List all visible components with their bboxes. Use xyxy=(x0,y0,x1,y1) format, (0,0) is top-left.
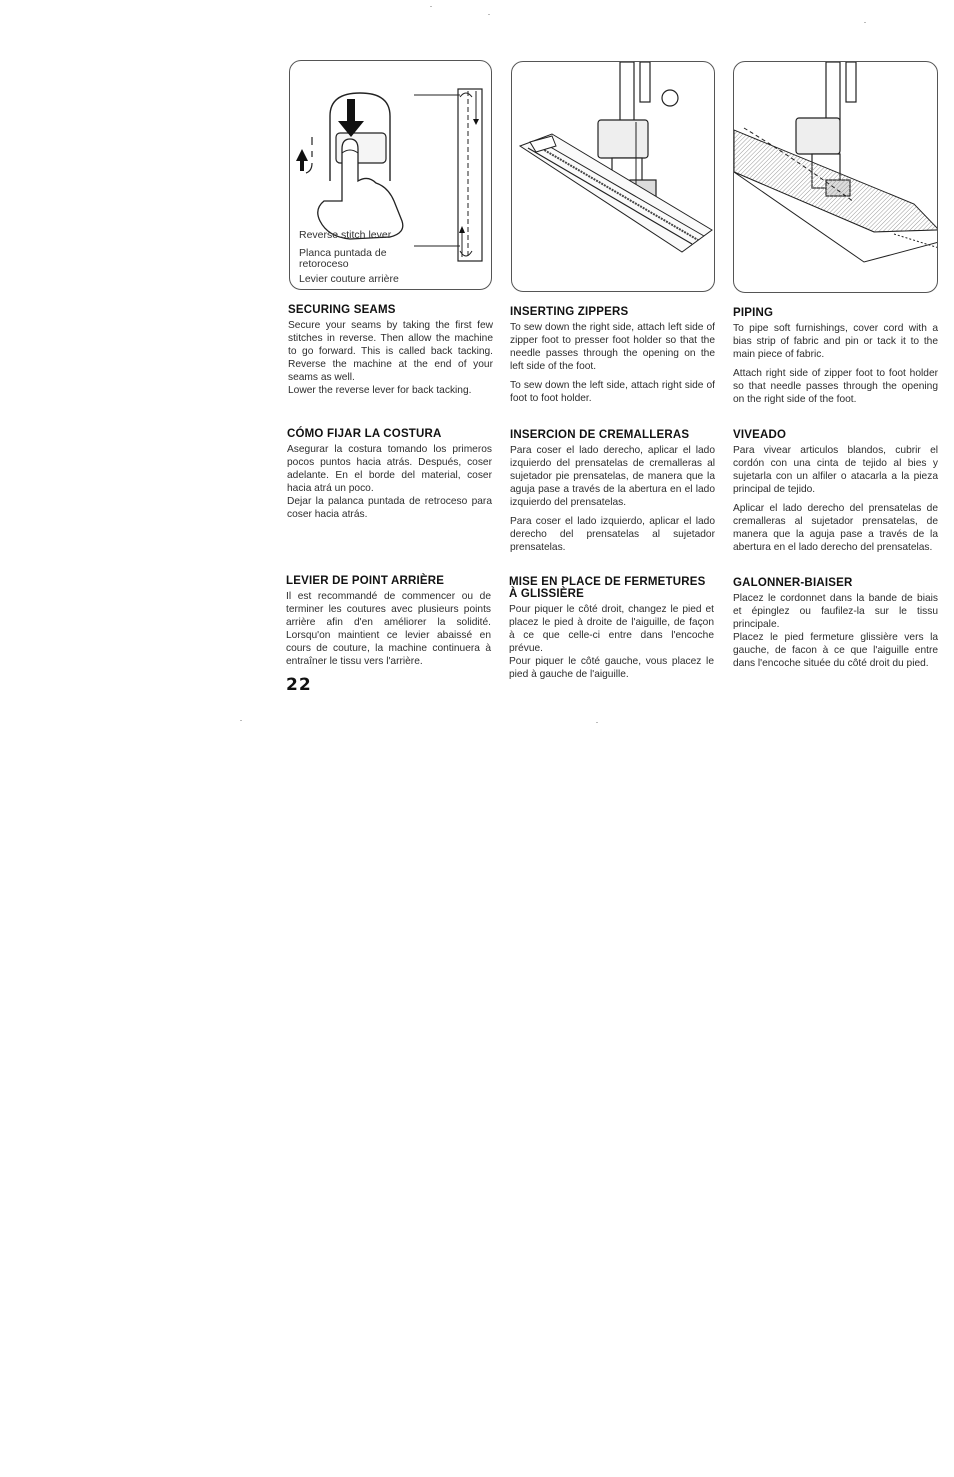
section-mise-en-place xyxy=(509,576,714,686)
heading-piping: PIPING xyxy=(733,307,774,319)
para-inserting-zippers-2: To sew down the left side, attach right side of foot to foot holder. xyxy=(510,380,715,404)
section-levier xyxy=(286,575,491,673)
piping-illustration xyxy=(734,62,938,293)
section-viveado xyxy=(733,429,938,559)
para-galonner-2: Placez le pied fermeture glissière vers la gauche, de facon à ce que l'aiguille entre dans l'encoche située du côté droit du pied. xyxy=(733,632,938,669)
para-piping-2: Attach right side of zipper foot to foot holder so that needle passes through the opening on the right side of the foot. xyxy=(733,368,938,405)
scan-speck xyxy=(488,14,490,15)
reverse-lever-figure xyxy=(289,60,492,290)
zipper-foot-illustration xyxy=(512,62,715,292)
para-viveado-1: Para vivear articulos blandos, cubrir el cordón con una cinta de tejido al bies y sujetarla con un alfiler o atacarla a la pieza principal de tejido. xyxy=(733,445,938,495)
heading-mise-en-place: MISE EN PLACE DE FERMETURES À GLISSIÈRE xyxy=(509,576,706,600)
zipper-foot-figure xyxy=(511,61,715,292)
piping-figure xyxy=(733,61,938,293)
para-viveado-2: Aplicar el lado derecho del prensatelas de cremalleras al sujetador prensatelas, de manera que la aguja pase a través de la abertura en el lado derecho del prensatelas. xyxy=(733,503,938,553)
heading-levier: LEVIER DE POINT ARRIÈRE xyxy=(286,575,445,587)
scan-speck xyxy=(240,720,242,721)
para-mise-en-place-1: Pour piquer le côté droit, changez le pied et placez le pied à droite de l'aiguille, de façon à ce que celle-ci entre dans l'encoche prévue. xyxy=(509,604,714,654)
scan-speck xyxy=(864,22,866,23)
heading-galonner: GALONNER-BIAISER xyxy=(733,577,853,589)
para-galonner-1: Placez le cordonnet dans la bande de biais et épinglez ou faufilez-la sur le tissu principale. xyxy=(733,593,938,630)
heading-como-fijar: CÓMO FIJAR LA COSTURA xyxy=(287,428,442,440)
reverse-lever-label-es: Planca puntada de retoroceso xyxy=(299,247,387,270)
section-galonner xyxy=(733,577,938,675)
section-insercion xyxy=(510,429,715,559)
heading-inserting-zippers: INSERTING ZIPPERS xyxy=(510,306,629,318)
heading-securing-seams: SECURING SEAMS xyxy=(288,304,396,316)
para-insercion-2: Para coser el lado izquierdo, aplicar el lado derecho del prensatelas al sujetador prensatelas. xyxy=(510,516,715,553)
para-inserting-zippers-1: To sew down the right side, attach left side of zipper foot to presser foot holder so that the needle passes through the opening on the left side of the foot. xyxy=(510,322,715,372)
reverse-lever-label-fr: Levier couture arrière xyxy=(299,273,399,285)
para-levier-1: Il est recommandé de commencer ou de terminer les coutures avec plusieurs points arrière afin d'en améliorer la solidité. Lorsqu'on maintient ce levier abaissé en cours de couture, la machine continuera à entraîner le tissu vers l'arrière. xyxy=(286,591,491,667)
para-como-fijar-1: Asegurar la costura tomando los primeros pocos puntos hacia atrás. Después, coser adelante. En el borde del material, coser hacia atrá un poco. xyxy=(287,444,492,494)
section-piping xyxy=(733,307,938,411)
para-insercion-1: Para coser el lado derecho, aplicar el lado izquierdo del prensatelas de cremalleras al sujetador pie prensatelas, de manera que la aguja pase a través de la abertura en el lado izquierdo del prensatelas. xyxy=(510,445,715,508)
para-como-fijar-2: Dejar la palanca puntada de retroceso para coser hacia atrás. xyxy=(287,496,492,520)
heading-viveado: VIVEADO xyxy=(733,429,787,441)
heading-insercion: INSERCION DE CREMALLERAS xyxy=(510,429,690,441)
section-securing-seams xyxy=(288,304,493,402)
section-como-fijar xyxy=(287,428,492,526)
scan-speck xyxy=(596,722,598,723)
reverse-lever-label-en: Reverse stitch lever xyxy=(299,229,392,241)
section-inserting-zippers xyxy=(510,306,715,410)
para-securing-seams-2: Lower the reverse lever for back tacking. xyxy=(288,385,472,396)
scan-speck xyxy=(430,6,432,7)
para-mise-en-place-2: Pour piquer le côté gauche, vous placez le pied à gauche de l'aiguille. xyxy=(509,656,714,680)
para-securing-seams-1: Secure your seams by taking the first few stitches in reverse. Then allow the machine to go forward. This is called back tacking. Reverse the machine at the end of your seams as well. xyxy=(288,320,493,383)
page-number: 22 xyxy=(286,675,312,695)
para-piping-1: To pipe soft furnishings, cover cord with a bias strip of fabric and pin or tack it to the main piece of fabric. xyxy=(733,323,938,360)
